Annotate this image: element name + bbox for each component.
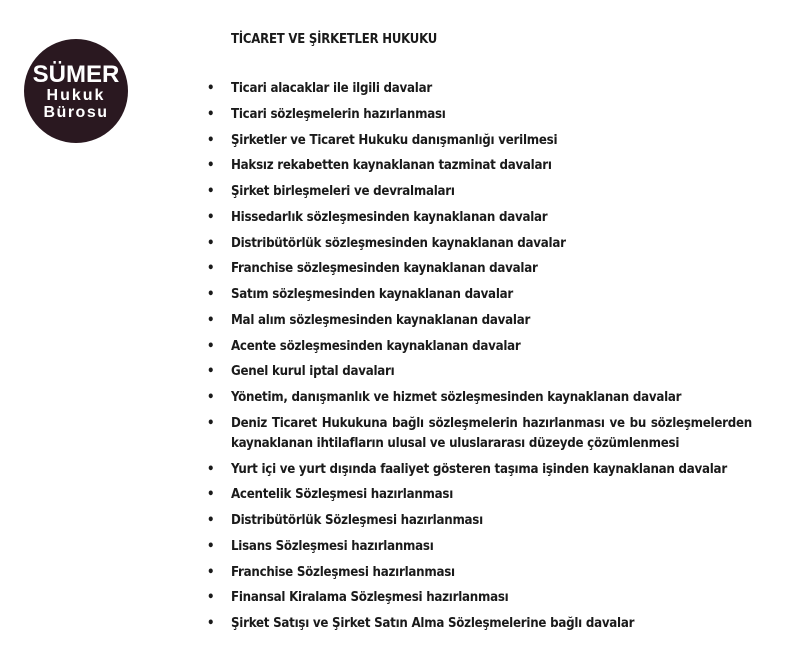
list-item: • Franchise Sözleşmesi hazırlanması [231, 563, 752, 583]
logo-line-burosu: Bürosu [43, 104, 109, 121]
list-item: • Yurt içi ve yurt dışında faaliyet gösteren taşıma işinden kaynaklanan davalar [231, 460, 752, 480]
list-item: • Şirketler ve Ticaret Hukuku danışmanlığı verilmesi [231, 131, 752, 151]
list-item: • Şirket birleşmeleri ve devralmaları [231, 182, 752, 202]
list-item: • Distribütörlük Sözleşmesi hazırlanması [231, 511, 752, 531]
list-item: • Şirket Satışı ve Şirket Satın Alma Sözleşmelerine bağlı davalar [231, 614, 752, 634]
list-item: • Deniz Ticaret Hukukuna bağlı sözleşmelerin hazırlanması ve bu sözleşmelerden kaynaklanan ihtilafların ulusal ve uluslararası düzeyde çözümlenmesi [231, 414, 752, 454]
list-item: • Yönetim, danışmanlık ve hizmet sözleşmesinden kaynaklanan davalar [231, 388, 752, 408]
list-item: • Haksız rekabetten kaynaklanan tazminat davaları [231, 156, 752, 176]
list-item: • Franchise sözleşmesinden kaynaklanan davalar [231, 259, 752, 279]
list-item: • Lisans Sözleşmesi hazırlanması [231, 537, 752, 557]
list-item: • Acente sözleşmesinden kaynaklanan davalar [231, 337, 752, 357]
list-item: • Hissedarlık sözleşmesinden kaynaklanan davalar [231, 208, 752, 228]
logo-line-firm-name: SÜMER [32, 61, 120, 88]
section-title: TİCARET VE ŞİRKETLER HUKUKU [231, 32, 438, 47]
list-item: • Ticari alacaklar ile ilgili davalar [231, 79, 752, 99]
list-item: • Genel kurul iptal davaları [231, 362, 752, 382]
list-item: • Finansal Kiralama Sözleşmesi hazırlanması [231, 588, 752, 608]
list-item: • Distribütörlük sözleşmesinden kaynaklanan davalar [231, 234, 752, 254]
logo-line-hukuk: Hukuk [46, 87, 106, 104]
practice-area-list [231, 79, 752, 640]
list-item: • Satım sözleşmesinden kaynaklanan davalar [231, 285, 752, 305]
list-item: • Mal alım sözleşmesinden kaynaklanan davalar [231, 311, 752, 331]
list-item: • Acentelik Sözleşmesi hazırlanması [231, 485, 752, 505]
list-item: • Ticari sözleşmelerin hazırlanması [231, 105, 752, 125]
firm-logo[interactable] [24, 39, 128, 143]
